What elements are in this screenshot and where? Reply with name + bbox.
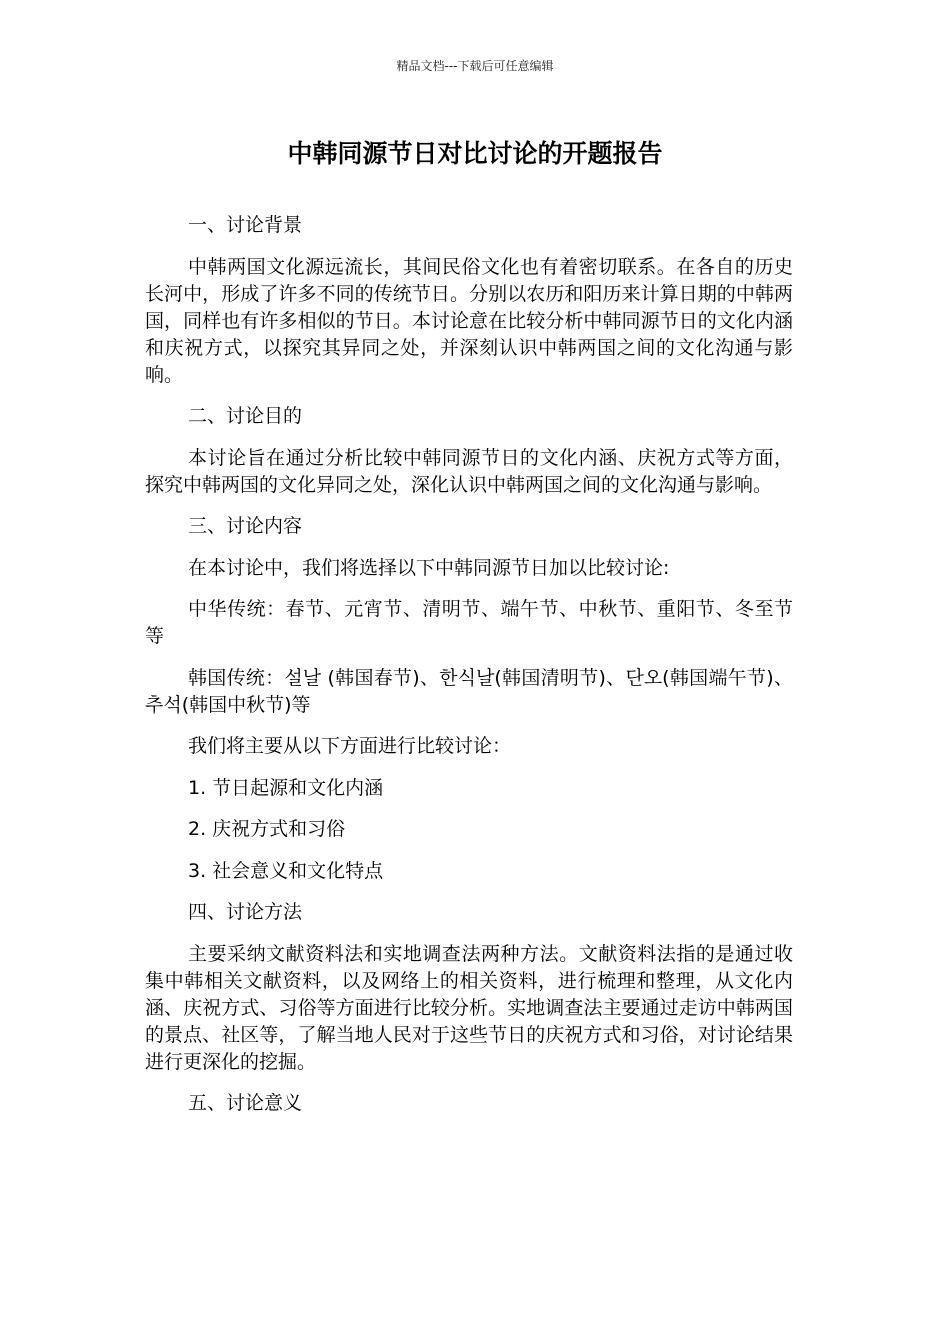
section-heading-method: 四、讨论方法: [188, 901, 303, 923]
paragraph-method: 主要采纳文献资料法和实地调查法两种方法。文献资料法指的是通过收集中韩相关文献资料，以及网络上的相关资料，进行梳理和整理，从文化内涵、庆祝方式、习俗等方面进行比较分析。实地调查法主要通过走访中韩两国的景点、社区等，了解当地人民对于这些节日的庆祝方式和习俗，对讨论结果进行更深化的挖掘。: [145, 942, 793, 1073]
paragraph-purpose: 本讨论旨在通过分析比较中韩同源节日的文化内涵、庆祝方式等方面，探究中韩两国的文化异同之处，深化认识中韩两国之间的文化沟通与影响。: [145, 446, 793, 496]
section-heading-content: 三、讨论内容: [188, 515, 303, 537]
paragraph-aspects-intro: 我们将主要从以下方面进行比较讨论：: [188, 735, 512, 757]
paragraph-korean-festivals: 韩国传统：설날 (韩国春节)、한식날(韩国清明节)、단오(韩国端午节)、추석(韩国中秋节)等: [145, 666, 793, 716]
document-title: 中韩同源节日对比讨论的开题报告: [287, 139, 663, 168]
paragraph-content-intro: 在本讨论中，我们将选择以下中韩同源节日加以比较讨论:: [188, 556, 670, 579]
paragraph-chinese-festivals: 中华传统：春节、元宵节、清明节、端午节、中秋节、重阳节、冬至节等: [145, 598, 793, 647]
document-body: [145, 212, 793, 1132]
list-item: 2. 庆祝方式和习俗: [188, 818, 346, 840]
list-item: 3. 社会意义和文化特点: [188, 859, 384, 882]
header-note: 精品文档---下载后可任意编辑: [396, 59, 554, 73]
paragraph-background: 中韩两国文化源远流长，其间民俗文化也有着密切联系。在各自的历史长河中，形成了许多不同的传统节日。分别以农历和阳历来计算日期的中韩两国，同样也有许多相似的节日。本讨论意在比较分析中韩同源节日的文化内涵和庆祝方式，以探究其异同之处，并深刻认识中韩两国之间的文化沟通与影响。: [145, 255, 793, 386]
section-heading-significance: 五、讨论意义: [188, 1092, 303, 1114]
section-heading-background: 一、讨论背景: [188, 214, 303, 236]
list-item: 1. 节日起源和文化内涵: [188, 776, 384, 799]
section-heading-purpose: 二、讨论目的: [188, 405, 303, 427]
